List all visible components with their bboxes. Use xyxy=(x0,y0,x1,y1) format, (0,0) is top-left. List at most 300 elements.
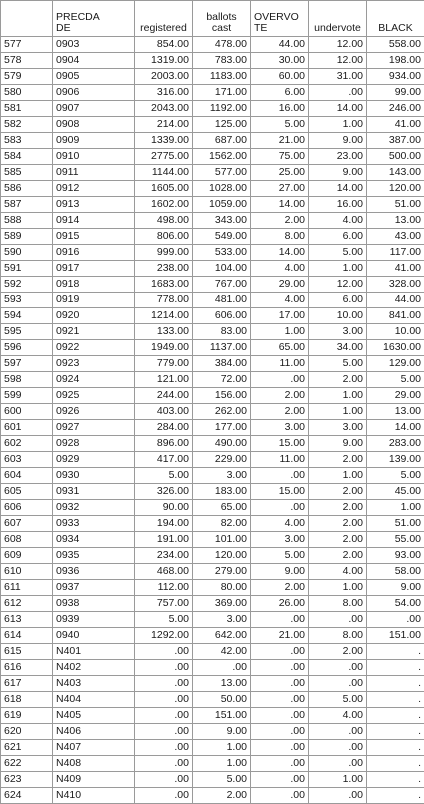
registered-cell[interactable]: 1602.00 xyxy=(135,196,193,212)
table-row[interactable] xyxy=(1,532,424,548)
overvote-cell[interactable]: 4.00 xyxy=(251,260,309,276)
ballots-cast-cell[interactable]: 1028.00 xyxy=(193,180,251,196)
overvote-cell[interactable]: 29.00 xyxy=(251,276,309,292)
ballots-cast-cell[interactable]: 151.00 xyxy=(193,707,251,723)
table-row[interactable] xyxy=(1,404,424,420)
black-cell[interactable]: . xyxy=(367,755,424,771)
black-cell[interactable]: 139.00 xyxy=(367,452,424,468)
table-row[interactable] xyxy=(1,595,424,611)
black-cell[interactable]: 841.00 xyxy=(367,308,424,324)
black-cell[interactable]: 5.00 xyxy=(367,372,424,388)
undervote-cell[interactable]: 2.00 xyxy=(309,484,367,500)
registered-cell[interactable]: 2043.00 xyxy=(135,100,193,116)
undervote-cell[interactable]: 1.00 xyxy=(309,404,367,420)
undervote-cell[interactable]: .00 xyxy=(309,84,367,100)
registered-cell[interactable]: .00 xyxy=(135,771,193,787)
undervote-cell[interactable]: 2.00 xyxy=(309,532,367,548)
registered-cell[interactable]: 896.00 xyxy=(135,436,193,452)
registered-cell[interactable]: .00 xyxy=(135,739,193,755)
overvote-cell[interactable]: .00 xyxy=(251,659,309,675)
ballots-cast-cell[interactable]: 9.00 xyxy=(193,723,251,739)
table-row[interactable] xyxy=(1,276,424,292)
ballots-cast-cell[interactable]: 783.00 xyxy=(193,52,251,68)
overvote-cell[interactable]: 6.00 xyxy=(251,84,309,100)
precinct-cell[interactable]: 0905 xyxy=(53,68,135,84)
black-cell[interactable]: 99.00 xyxy=(367,84,424,100)
precinct-cell[interactable]: 0906 xyxy=(53,84,135,100)
ballots-cast-cell[interactable]: 120.00 xyxy=(193,548,251,564)
ballots-cast-cell[interactable]: 478.00 xyxy=(193,37,251,53)
overvote-cell[interactable]: 16.00 xyxy=(251,100,309,116)
overvote-cell[interactable]: 27.00 xyxy=(251,180,309,196)
precinct-cell[interactable]: 0920 xyxy=(53,308,135,324)
undervote-cell[interactable]: 8.00 xyxy=(309,595,367,611)
table-row[interactable] xyxy=(1,755,424,771)
table-row[interactable] xyxy=(1,516,424,532)
precinct-cell[interactable]: 0936 xyxy=(53,563,135,579)
precinct-cell[interactable]: 0925 xyxy=(53,388,135,404)
undervote-cell[interactable]: 12.00 xyxy=(309,276,367,292)
registered-cell[interactable]: 5.00 xyxy=(135,611,193,627)
black-cell[interactable]: . xyxy=(367,739,424,755)
registered-cell[interactable]: .00 xyxy=(135,787,193,803)
black-cell[interactable]: 387.00 xyxy=(367,132,424,148)
overvote-cell[interactable]: .00 xyxy=(251,755,309,771)
ballots-cast-cell[interactable]: 101.00 xyxy=(193,532,251,548)
registered-cell[interactable]: 1949.00 xyxy=(135,340,193,356)
overvote-cell[interactable]: .00 xyxy=(251,787,309,803)
table-row[interactable] xyxy=(1,659,424,675)
precinct-cell[interactable]: 0938 xyxy=(53,595,135,611)
precinct-cell[interactable]: 0912 xyxy=(53,180,135,196)
table-row[interactable] xyxy=(1,212,424,228)
registered-cell[interactable]: 1605.00 xyxy=(135,180,193,196)
registered-cell[interactable]: 1319.00 xyxy=(135,52,193,68)
table-row[interactable] xyxy=(1,148,424,164)
undervote-cell[interactable]: 1.00 xyxy=(309,260,367,276)
ballots-cast-cell[interactable]: 279.00 xyxy=(193,563,251,579)
black-cell[interactable]: 41.00 xyxy=(367,116,424,132)
precinct-cell[interactable]: 0913 xyxy=(53,196,135,212)
ballots-cast-cell[interactable]: 606.00 xyxy=(193,308,251,324)
table-row[interactable] xyxy=(1,100,424,116)
precinct-cell[interactable]: 0926 xyxy=(53,404,135,420)
table-row[interactable] xyxy=(1,324,424,340)
precinct-cell[interactable]: 0914 xyxy=(53,212,135,228)
ballots-cast-cell[interactable]: 156.00 xyxy=(193,388,251,404)
table-row[interactable] xyxy=(1,84,424,100)
black-cell[interactable]: 14.00 xyxy=(367,420,424,436)
table-row[interactable] xyxy=(1,420,424,436)
ballots-cast-cell[interactable]: 369.00 xyxy=(193,595,251,611)
undervote-cell[interactable]: 9.00 xyxy=(309,132,367,148)
table-row[interactable] xyxy=(1,340,424,356)
undervote-cell[interactable]: 5.00 xyxy=(309,691,367,707)
table-row[interactable] xyxy=(1,372,424,388)
black-cell[interactable]: . xyxy=(367,787,424,803)
registered-cell[interactable]: 778.00 xyxy=(135,292,193,308)
undervote-cell[interactable]: 12.00 xyxy=(309,37,367,53)
overvote-cell[interactable]: 21.00 xyxy=(251,132,309,148)
precinct-cell[interactable]: 0923 xyxy=(53,356,135,372)
undervote-cell[interactable]: .00 xyxy=(309,659,367,675)
ballots-cast-cell[interactable]: 2.00 xyxy=(193,787,251,803)
overvote-cell[interactable]: 2.00 xyxy=(251,212,309,228)
registered-cell[interactable]: 316.00 xyxy=(135,84,193,100)
ballots-cast-cell[interactable]: 171.00 xyxy=(193,84,251,100)
black-cell[interactable]: 54.00 xyxy=(367,595,424,611)
overvote-cell[interactable]: 26.00 xyxy=(251,595,309,611)
black-cell[interactable]: 151.00 xyxy=(367,627,424,643)
black-cell[interactable]: .00 xyxy=(367,611,424,627)
precinct-cell[interactable]: N410 xyxy=(53,787,135,803)
black-cell[interactable]: 5.00 xyxy=(367,468,424,484)
overvote-cell[interactable]: 2.00 xyxy=(251,404,309,420)
undervote-cell[interactable]: 16.00 xyxy=(309,196,367,212)
overvote-cell[interactable]: 15.00 xyxy=(251,436,309,452)
overvote-cell[interactable]: .00 xyxy=(251,739,309,755)
overvote-cell[interactable]: 3.00 xyxy=(251,420,309,436)
undervote-cell[interactable]: 2.00 xyxy=(309,452,367,468)
overvote-cell[interactable]: 8.00 xyxy=(251,228,309,244)
undervote-cell[interactable]: 1.00 xyxy=(309,468,367,484)
black-cell[interactable]: 10.00 xyxy=(367,324,424,340)
row-number-header[interactable] xyxy=(1,1,53,37)
overvote-cell[interactable]: .00 xyxy=(251,707,309,723)
precinct-cell[interactable]: 0915 xyxy=(53,228,135,244)
registered-cell[interactable]: 1292.00 xyxy=(135,627,193,643)
precinct-cell[interactable]: N405 xyxy=(53,707,135,723)
black-cell[interactable]: . xyxy=(367,675,424,691)
black-cell[interactable]: 43.00 xyxy=(367,228,424,244)
black-cell[interactable]: 558.00 xyxy=(367,37,424,53)
undervote-cell[interactable]: 2.00 xyxy=(309,500,367,516)
ballots-cast-cell[interactable]: 83.00 xyxy=(193,324,251,340)
registered-cell[interactable]: 468.00 xyxy=(135,563,193,579)
ballots-cast-cell[interactable]: 125.00 xyxy=(193,116,251,132)
black-cell[interactable]: 41.00 xyxy=(367,260,424,276)
undervote-cell[interactable]: 2.00 xyxy=(309,372,367,388)
undervote-cell[interactable]: 23.00 xyxy=(309,148,367,164)
registered-cell[interactable]: 214.00 xyxy=(135,116,193,132)
precinct-cell[interactable]: N406 xyxy=(53,723,135,739)
precinct-cell[interactable]: 0928 xyxy=(53,436,135,452)
precinct-cell[interactable]: 0933 xyxy=(53,516,135,532)
black-cell[interactable]: 44.00 xyxy=(367,292,424,308)
precinct-header[interactable]: PRECDA DE xyxy=(53,1,135,37)
ballots-cast-cell[interactable]: 50.00 xyxy=(193,691,251,707)
overvote-cell[interactable]: 14.00 xyxy=(251,244,309,260)
black-cell[interactable]: . xyxy=(367,643,424,659)
registered-cell[interactable]: 757.00 xyxy=(135,595,193,611)
ballots-cast-cell[interactable]: 343.00 xyxy=(193,212,251,228)
overvote-cell[interactable]: .00 xyxy=(251,723,309,739)
undervote-cell[interactable]: 1.00 xyxy=(309,116,367,132)
black-cell[interactable]: . xyxy=(367,691,424,707)
registered-cell[interactable]: 234.00 xyxy=(135,548,193,564)
black-cell[interactable]: 51.00 xyxy=(367,196,424,212)
registered-header[interactable]: registered xyxy=(135,1,193,37)
ballots-cast-cell[interactable]: 1.00 xyxy=(193,755,251,771)
precinct-cell[interactable]: N403 xyxy=(53,675,135,691)
precinct-cell[interactable]: 0929 xyxy=(53,452,135,468)
overvote-cell[interactable]: 75.00 xyxy=(251,148,309,164)
ballots-cast-cell[interactable]: 3.00 xyxy=(193,468,251,484)
overvote-cell[interactable]: 4.00 xyxy=(251,516,309,532)
overvote-cell[interactable]: .00 xyxy=(251,691,309,707)
ballots-cast-cell[interactable]: 3.00 xyxy=(193,611,251,627)
precinct-cell[interactable]: 0908 xyxy=(53,116,135,132)
overvote-cell[interactable]: 1.00 xyxy=(251,324,309,340)
registered-cell[interactable]: .00 xyxy=(135,723,193,739)
registered-cell[interactable]: 238.00 xyxy=(135,260,193,276)
precinct-cell[interactable]: 0918 xyxy=(53,276,135,292)
overvote-cell[interactable]: 2.00 xyxy=(251,388,309,404)
black-cell[interactable]: . xyxy=(367,659,424,675)
ballots-cast-header[interactable]: ballots cast xyxy=(193,1,251,37)
overvote-cell[interactable]: 3.00 xyxy=(251,532,309,548)
table-row[interactable] xyxy=(1,52,424,68)
table-row[interactable] xyxy=(1,500,424,516)
table-row[interactable] xyxy=(1,611,424,627)
overvote-cell[interactable]: 25.00 xyxy=(251,164,309,180)
undervote-cell[interactable]: 31.00 xyxy=(309,68,367,84)
registered-cell[interactable]: .00 xyxy=(135,675,193,691)
table-row[interactable] xyxy=(1,68,424,84)
ballots-cast-cell[interactable]: 549.00 xyxy=(193,228,251,244)
registered-cell[interactable]: 121.00 xyxy=(135,372,193,388)
black-header[interactable]: BLACK xyxy=(367,1,424,37)
black-cell[interactable]: 246.00 xyxy=(367,100,424,116)
registered-cell[interactable]: .00 xyxy=(135,707,193,723)
black-cell[interactable]: 51.00 xyxy=(367,516,424,532)
overvote-cell[interactable]: 65.00 xyxy=(251,340,309,356)
overvote-cell[interactable]: .00 xyxy=(251,675,309,691)
undervote-cell[interactable]: 14.00 xyxy=(309,180,367,196)
overvote-cell[interactable]: 14.00 xyxy=(251,196,309,212)
table-row[interactable] xyxy=(1,643,424,659)
ballots-cast-cell[interactable]: 262.00 xyxy=(193,404,251,420)
table-row[interactable] xyxy=(1,388,424,404)
precinct-cell[interactable]: 0909 xyxy=(53,132,135,148)
table-row[interactable] xyxy=(1,132,424,148)
precinct-cell[interactable]: 0910 xyxy=(53,148,135,164)
black-cell[interactable]: 129.00 xyxy=(367,356,424,372)
precinct-cell[interactable]: N404 xyxy=(53,691,135,707)
black-cell[interactable]: 29.00 xyxy=(367,388,424,404)
table-row[interactable] xyxy=(1,484,424,500)
black-cell[interactable]: 55.00 xyxy=(367,532,424,548)
ballots-cast-cell[interactable]: 42.00 xyxy=(193,643,251,659)
overvote-cell[interactable]: .00 xyxy=(251,611,309,627)
undervote-cell[interactable]: 14.00 xyxy=(309,100,367,116)
black-cell[interactable]: 58.00 xyxy=(367,563,424,579)
black-cell[interactable]: 1.00 xyxy=(367,500,424,516)
undervote-cell[interactable]: 9.00 xyxy=(309,436,367,452)
overvote-cell[interactable]: 17.00 xyxy=(251,308,309,324)
ballots-cast-cell[interactable]: 183.00 xyxy=(193,484,251,500)
registered-cell[interactable]: 1144.00 xyxy=(135,164,193,180)
ballots-cast-cell[interactable]: 5.00 xyxy=(193,771,251,787)
undervote-cell[interactable]: .00 xyxy=(309,787,367,803)
precinct-cell[interactable]: 0940 xyxy=(53,627,135,643)
registered-cell[interactable]: 1683.00 xyxy=(135,276,193,292)
ballots-cast-cell[interactable]: 767.00 xyxy=(193,276,251,292)
precinct-cell[interactable]: 0930 xyxy=(53,468,135,484)
ballots-cast-cell[interactable]: 481.00 xyxy=(193,292,251,308)
registered-cell[interactable]: 326.00 xyxy=(135,484,193,500)
table-row[interactable] xyxy=(1,548,424,564)
overvote-cell[interactable]: 2.00 xyxy=(251,579,309,595)
black-cell[interactable]: . xyxy=(367,771,424,787)
registered-cell[interactable]: 1214.00 xyxy=(135,308,193,324)
black-cell[interactable]: . xyxy=(367,723,424,739)
undervote-cell[interactable]: 10.00 xyxy=(309,308,367,324)
table-row[interactable] xyxy=(1,579,424,595)
undervote-cell[interactable]: 5.00 xyxy=(309,356,367,372)
precinct-cell[interactable]: 0921 xyxy=(53,324,135,340)
precinct-cell[interactable]: 0937 xyxy=(53,579,135,595)
ballots-cast-cell[interactable]: 65.00 xyxy=(193,500,251,516)
registered-cell[interactable]: 284.00 xyxy=(135,420,193,436)
overvote-cell[interactable]: .00 xyxy=(251,771,309,787)
registered-cell[interactable]: 2775.00 xyxy=(135,148,193,164)
black-cell[interactable]: 9.00 xyxy=(367,579,424,595)
undervote-cell[interactable]: 5.00 xyxy=(309,244,367,260)
registered-cell[interactable]: 854.00 xyxy=(135,37,193,53)
overvote-cell[interactable]: 21.00 xyxy=(251,627,309,643)
table-row[interactable] xyxy=(1,228,424,244)
overvote-cell[interactable]: 15.00 xyxy=(251,484,309,500)
registered-cell[interactable]: .00 xyxy=(135,755,193,771)
registered-cell[interactable]: 999.00 xyxy=(135,244,193,260)
table-row[interactable] xyxy=(1,180,424,196)
precinct-cell[interactable]: N402 xyxy=(53,659,135,675)
ballots-cast-cell[interactable]: 687.00 xyxy=(193,132,251,148)
undervote-cell[interactable]: 4.00 xyxy=(309,707,367,723)
precinct-cell[interactable]: 0939 xyxy=(53,611,135,627)
ballots-cast-cell[interactable]: 13.00 xyxy=(193,675,251,691)
overvote-cell[interactable]: .00 xyxy=(251,468,309,484)
undervote-cell[interactable]: 3.00 xyxy=(309,324,367,340)
undervote-cell[interactable]: 6.00 xyxy=(309,228,367,244)
table-row[interactable] xyxy=(1,292,424,308)
black-cell[interactable]: 934.00 xyxy=(367,68,424,84)
undervote-cell[interactable]: 4.00 xyxy=(309,563,367,579)
precinct-cell[interactable]: 0922 xyxy=(53,340,135,356)
precinct-cell[interactable]: 0935 xyxy=(53,548,135,564)
undervote-cell[interactable]: .00 xyxy=(309,723,367,739)
precinct-cell[interactable]: 0911 xyxy=(53,164,135,180)
registered-cell[interactable]: 806.00 xyxy=(135,228,193,244)
table-row[interactable] xyxy=(1,308,424,324)
precinct-cell[interactable]: 0904 xyxy=(53,52,135,68)
table-row[interactable] xyxy=(1,356,424,372)
registered-cell[interactable]: 498.00 xyxy=(135,212,193,228)
table-row[interactable] xyxy=(1,771,424,787)
table-row[interactable] xyxy=(1,739,424,755)
table-row[interactable] xyxy=(1,196,424,212)
ballots-cast-cell[interactable]: 72.00 xyxy=(193,372,251,388)
ballots-cast-cell[interactable]: 82.00 xyxy=(193,516,251,532)
registered-cell[interactable]: 5.00 xyxy=(135,468,193,484)
black-cell[interactable]: 45.00 xyxy=(367,484,424,500)
table-row[interactable] xyxy=(1,675,424,691)
precinct-cell[interactable]: 0931 xyxy=(53,484,135,500)
ballots-cast-cell[interactable]: 104.00 xyxy=(193,260,251,276)
ballots-cast-cell[interactable]: 80.00 xyxy=(193,579,251,595)
undervote-cell[interactable]: 2.00 xyxy=(309,643,367,659)
overvote-cell[interactable]: .00 xyxy=(251,372,309,388)
undervote-cell[interactable]: 34.00 xyxy=(309,340,367,356)
black-cell[interactable]: 120.00 xyxy=(367,180,424,196)
undervote-cell[interactable]: 12.00 xyxy=(309,52,367,68)
registered-cell[interactable]: 779.00 xyxy=(135,356,193,372)
precinct-cell[interactable]: N408 xyxy=(53,755,135,771)
registered-cell[interactable]: 191.00 xyxy=(135,532,193,548)
black-cell[interactable]: 1630.00 xyxy=(367,340,424,356)
table-row[interactable] xyxy=(1,723,424,739)
undervote-cell[interactable]: .00 xyxy=(309,611,367,627)
precinct-cell[interactable]: 0917 xyxy=(53,260,135,276)
black-cell[interactable]: 93.00 xyxy=(367,548,424,564)
table-row[interactable] xyxy=(1,436,424,452)
black-cell[interactable]: 13.00 xyxy=(367,404,424,420)
ballots-cast-cell[interactable]: 533.00 xyxy=(193,244,251,260)
table-row[interactable] xyxy=(1,116,424,132)
table-row[interactable] xyxy=(1,787,424,803)
table-row[interactable] xyxy=(1,244,424,260)
ballots-cast-cell[interactable]: 1137.00 xyxy=(193,340,251,356)
undervote-cell[interactable]: 9.00 xyxy=(309,164,367,180)
black-cell[interactable]: 283.00 xyxy=(367,436,424,452)
table-row[interactable] xyxy=(1,691,424,707)
registered-cell[interactable]: 1339.00 xyxy=(135,132,193,148)
registered-cell[interactable]: 194.00 xyxy=(135,516,193,532)
overvote-cell[interactable]: 44.00 xyxy=(251,37,309,53)
table-row[interactable] xyxy=(1,627,424,643)
undervote-cell[interactable]: 1.00 xyxy=(309,771,367,787)
ballots-cast-cell[interactable]: 177.00 xyxy=(193,420,251,436)
registered-cell[interactable]: 244.00 xyxy=(135,388,193,404)
table-row[interactable] xyxy=(1,260,424,276)
table-row[interactable] xyxy=(1,452,424,468)
precinct-cell[interactable]: 0927 xyxy=(53,420,135,436)
registered-cell[interactable]: 2003.00 xyxy=(135,68,193,84)
black-cell[interactable]: 117.00 xyxy=(367,244,424,260)
table-row[interactable] xyxy=(1,164,424,180)
overvote-cell[interactable]: 11.00 xyxy=(251,452,309,468)
ballots-cast-cell[interactable]: 1192.00 xyxy=(193,100,251,116)
ballots-cast-cell[interactable]: 229.00 xyxy=(193,452,251,468)
precinct-cell[interactable]: 0916 xyxy=(53,244,135,260)
registered-cell[interactable]: 133.00 xyxy=(135,324,193,340)
overvote-cell[interactable]: 9.00 xyxy=(251,563,309,579)
table-row[interactable] xyxy=(1,563,424,579)
black-cell[interactable]: 143.00 xyxy=(367,164,424,180)
precinct-cell[interactable]: 0919 xyxy=(53,292,135,308)
undervote-cell[interactable]: 3.00 xyxy=(309,420,367,436)
registered-cell[interactable]: .00 xyxy=(135,691,193,707)
ballots-cast-cell[interactable]: 642.00 xyxy=(193,627,251,643)
precinct-cell[interactable]: 0934 xyxy=(53,532,135,548)
undervote-cell[interactable]: .00 xyxy=(309,755,367,771)
overvote-cell[interactable]: .00 xyxy=(251,643,309,659)
undervote-cell[interactable]: 1.00 xyxy=(309,388,367,404)
registered-cell[interactable]: 403.00 xyxy=(135,404,193,420)
table-row[interactable] xyxy=(1,37,424,53)
overvote-cell[interactable]: 11.00 xyxy=(251,356,309,372)
